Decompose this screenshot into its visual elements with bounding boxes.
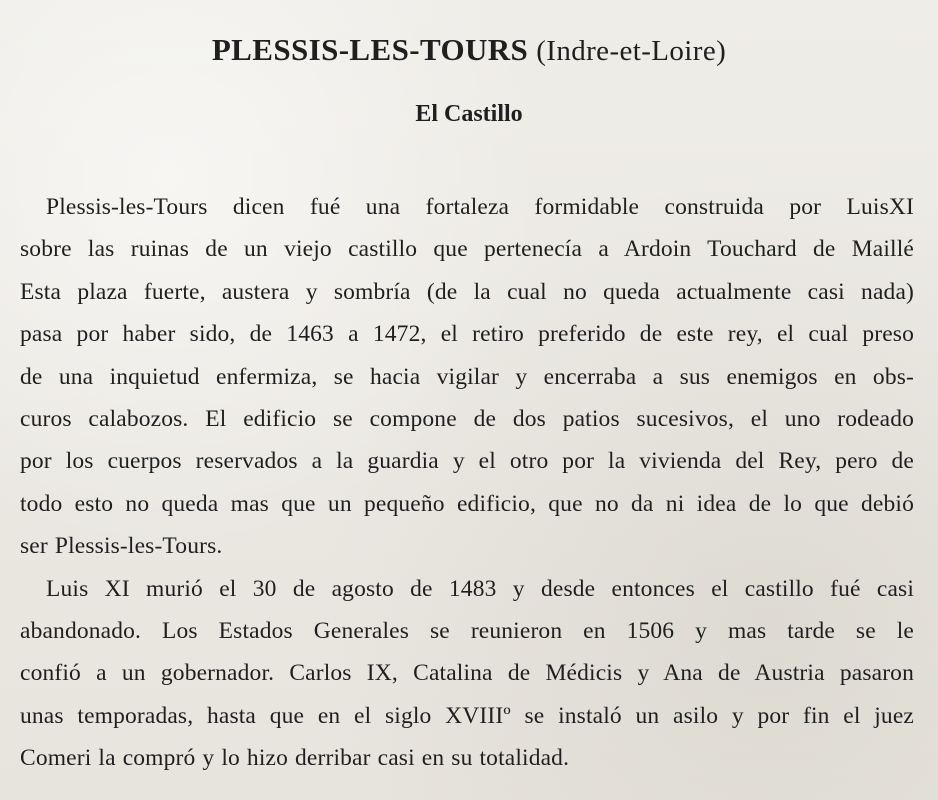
text-line: pasa por haber sido, de 1463 a 1472, el retiro preferido de este rey, el cual preso (20, 321, 914, 348)
text-line: Comeri la compró y lo hizo derribar casi en su totalidad. (20, 745, 570, 772)
text-line: curos calabozos. El edificio se compone de dos patios sucesivos, el uno rodeado (20, 406, 914, 433)
text-line: de una inquietud enfermiza, se hacia vigilar y encerraba a sus enemigos en obs- (20, 363, 914, 390)
section-subtitle: El Castillo (415, 101, 523, 127)
text-line: Esta plaza fuerte, austera y sombría (de la cual no queda actualmente casi nada) (20, 278, 914, 305)
text-line: Plessis-les-Tours dicen fué una fortaleza formidable construida por LuisXI (46, 194, 914, 220)
text-line: todo esto no queda mas que un pequeño edificio, que no da ni idea de lo que debió (20, 490, 914, 517)
text-line: Luis XI murió el 30 de agosto de 1483 y desde entonces el castillo fué casi (46, 575, 914, 602)
paragraph-2 (20, 568, 914, 780)
page-title (0, 30, 938, 71)
text-line: unas temporadas, hasta que en el siglo XVIIIº se instaló un asilo y por fin el juez (20, 702, 914, 729)
text-line: por los cuerpos reservados a la guardia y el otro por la vivienda del Rey, pero de (20, 448, 914, 475)
text-line: confió a un gobernador. Carlos IX, Catalina de Médicis y Ana de Austria pasaron (20, 660, 914, 687)
region-name: (Indre-et-Loire) (536, 35, 727, 67)
place-name: PLESSIS-LES-TOURS (211, 32, 529, 67)
text-line: ser Plessis-les-Tours. (20, 533, 223, 560)
paragraph-1 (20, 186, 914, 568)
document-body (20, 186, 914, 780)
text-line: sobre las ruinas de un viejo castillo que pertenecía a Ardoin Touchard de Maillé (20, 236, 914, 263)
text-line: abandonado. Los Estados Generales se reunieron en 1506 y mas tarde se le (20, 618, 914, 645)
